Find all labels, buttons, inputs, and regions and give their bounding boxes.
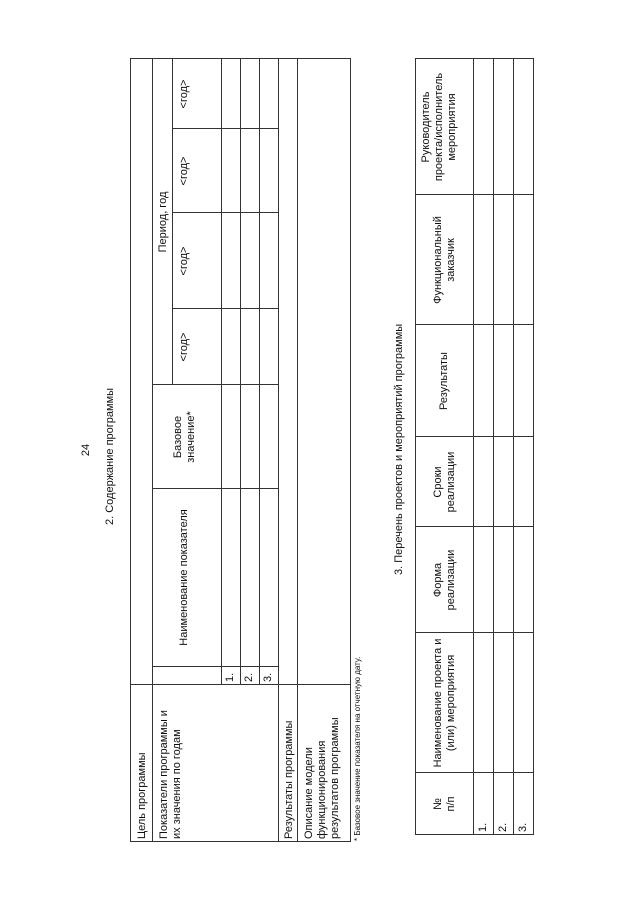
col-base-value-line2: значение* [185,411,197,463]
footnote: * Базовое значение показателя на отчетную дату. [353,656,362,841]
col-number-line1: № [432,798,444,810]
section-3-title: 3. Перечень проектов и мероприятий программы [393,323,405,575]
col-form-line2: реализации [445,549,457,611]
project-row-2: 2. [497,822,509,832]
goal-label: Цель программы [136,752,148,839]
model-label-line1: Описание модели [303,747,315,839]
col-period: Период, год [157,191,169,253]
indicators-label-line2: их значения по годам [171,729,183,839]
indicators-label-line1: Показатели программы и [158,710,170,839]
col-project-name-line1: Наименование проекта и [432,638,444,768]
col-year-3: <год> [178,156,190,186]
page-number: 24 [80,443,92,457]
model-label-line3: результатов программы [329,717,341,839]
col-year-4: <год> [178,79,190,109]
col-number-line2: п/п [445,796,457,812]
project-row-3: 3. [517,822,529,832]
col-terms-line2: реализации [445,451,457,513]
col-customer-line2: заказчик [445,238,457,282]
section-2-title: 2. Содержание программы [104,387,116,525]
indicator-row-3: 3. [262,672,274,682]
project-row-1: 1. [477,822,489,832]
col-customer-line1: Функциональный [432,216,444,304]
col-year-1: <год> [178,332,190,362]
col-form-line1: Форма [432,562,444,598]
col-project-name-line2: (или) мероприятия [445,654,457,752]
model-label-line2: функционирования [316,740,328,839]
col-results: Результаты [438,352,450,410]
col-base-value-line1: Базовое [172,415,184,459]
col-indicator-name: Наименование показателя [178,509,190,646]
col-head-line3: мероприятия [446,93,458,161]
col-terms-line1: Сроки [432,466,444,498]
indicator-row-2: 2. [243,672,255,682]
col-head-line2: проекта/исполнитель [433,72,445,182]
indicator-row-1: 1. [224,672,236,682]
col-year-2: <год> [178,246,190,276]
col-head-line1: Руководитель [420,91,432,163]
results-label: Результаты программы [283,720,295,839]
